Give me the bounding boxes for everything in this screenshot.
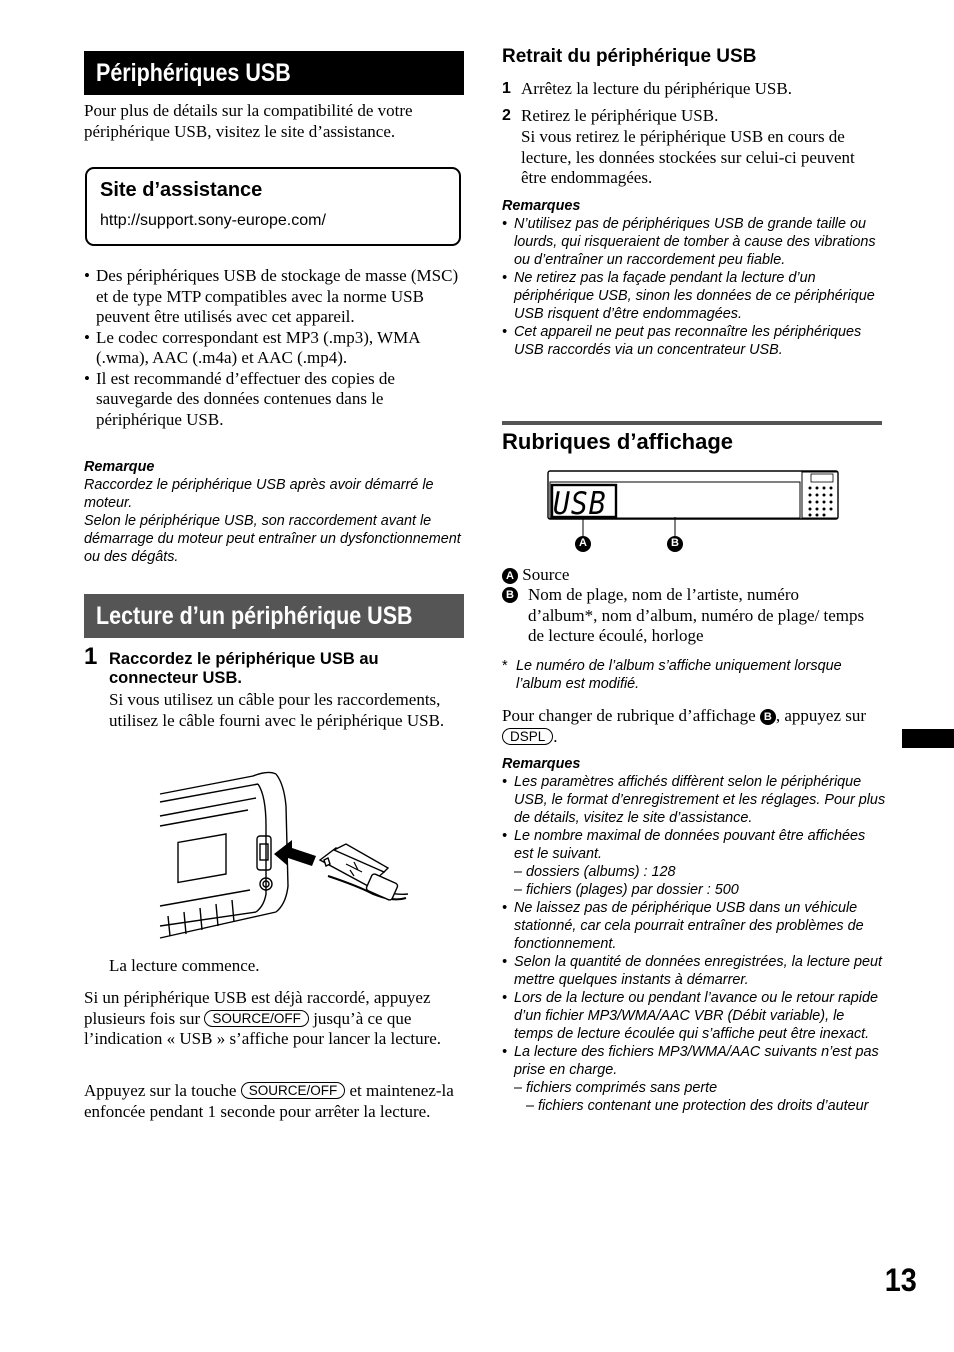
support-site-box: [85, 167, 461, 246]
remarks-removal: [502, 197, 887, 359]
remarks-title: Remarques: [502, 198, 581, 214]
step-text: Retirez le périphérique USB.: [521, 106, 719, 125]
heading-removing-usb: Retrait du périphérique USB: [502, 46, 757, 67]
list-item: • Selon la quantité de données enregistrées, la lecture peut mettre quelques instants à démarrer.: [502, 953, 887, 989]
heading-display-items: Rubriques d’affichage: [502, 429, 734, 454]
step-number: 1: [502, 80, 511, 97]
remark-line: Raccordez le périphérique USB après avoir démarré le moteur.: [84, 477, 434, 511]
callout-b-marker: B: [502, 587, 518, 603]
list-item: • N’utilisez pas de périphériques USB de grande taille ou lourds, qui risqueraient de tomber à cause des vibrations ou d’entraîner un raccordement peu fiable.: [502, 215, 887, 269]
section-title-playback: Lecture d’un périphérique USB: [84, 594, 464, 638]
already-connected-paragraph: Si un périphérique USB est déjà raccordé, appuyez plusieurs fois sur SOURCE/OFF jusqu’à ce que l’indication « USB » s’affiche pour lancer la lecture.: [84, 988, 442, 1048]
list-item: • Des périphériques USB de stockage de masse (MSC) et de type MTP compatibles avec la norme USB peuvent être utilisés avec cet appareil.: [84, 266, 464, 328]
usb-connection-illustration: [158, 766, 414, 942]
step1-body: Si vous utilisez un câble pour les raccordements, utilisez le câble fourni avec le périphérique USB.: [109, 690, 445, 730]
display-source-text: USB: [553, 485, 607, 522]
remark-line: Selon le périphérique USB, son raccordement avant le démarrage du moteur peut entraîner un dysfonctionnement ou des dégâts.: [84, 513, 461, 565]
support-box-title: Site d’assistance: [100, 179, 263, 201]
section-tab-marker: [902, 729, 954, 748]
callout-b-marker: B: [760, 709, 776, 725]
list-item: • Cet appareil ne peut pas reconnaître les périphériques USB raccordés via un concentrateur USB.: [502, 323, 887, 359]
legend-b: B Nom de plage, nom de l’artiste, numéro d’album*, nom d’album, numéro de plage/ temps de lecture écoulé, horloge: [502, 585, 872, 647]
section-title-usb-devices: Périphériques USB: [84, 51, 464, 95]
footnote: * Le numéro de l’album s’affiche uniquement lorsque l’album est modifié.: [502, 658, 842, 692]
stop-playback-paragraph: Appuyez sur la touche SOURCE/OFF et maintenez-la enfoncée pendant 1 seconde pour arrêter la lecture.: [84, 1081, 454, 1121]
callout-b-label: B: [671, 537, 679, 549]
legend-a: A Source: [502, 565, 872, 586]
step-detail: Si vous retirez le périphérique USB en cours de lecture, les données stockées sur celui-ci peuvent être endommagées.: [521, 127, 855, 187]
source-off-button[interactable]: SOURCE/OFF: [204, 1010, 309, 1027]
remark-block: [84, 458, 469, 566]
usb-intro: Pour plus de détails sur la compatibilité de votre périphérique USB, visitez le site d’assistance.: [84, 101, 413, 141]
list-item: • Lors de la lecture ou pendant l’avance ou le retour rapide d’un fichier MP3/WMA/AAC VBR (Débit variable), le temps de lecture écoulée qui s’affiche peut être inexact.: [502, 989, 887, 1043]
list-item: • Le codec correspondant est MP3 (.mp3), WMA (.wma), AAC (.m4a) et AAC (.mp4).: [84, 328, 464, 369]
change-display-paragraph: Pour changer de rubrique d’affichage B , appuyez sur DSPL .: [502, 706, 867, 746]
step1-heading: Raccordez le périphérique USB au connecteur USB.: [109, 650, 379, 687]
usb-info-list: [84, 266, 464, 430]
playback-starts-text: La lecture commence.: [109, 956, 260, 975]
list-item: • Il est recommandé d’effectuer des copies de sauvegarde des données contenues dans le périphérique USB.: [84, 369, 464, 431]
list-item: • Les paramètres affichés diffèrent selon le périphérique USB, le format d’enregistrement et les réglages. Pour plus de détails, visitez le site d’assistance.: [502, 773, 887, 827]
callout-a-marker: A: [502, 568, 518, 584]
step-number: 2: [502, 107, 511, 124]
dspl-button[interactable]: DSPL: [502, 728, 553, 745]
remarks-title: Remarques: [502, 756, 581, 772]
step-text: Arrêtez la lecture du périphérique USB.: [521, 79, 792, 98]
callout-a-label: A: [579, 537, 587, 549]
list-item: • Ne laissez pas de périphérique USB dans un véhicule stationné, car cela pourrait entraîner des problèmes de fonctionnement.: [502, 899, 887, 953]
section-divider: [502, 421, 882, 425]
remark-title: Remarque: [84, 459, 155, 475]
step-number: 1: [84, 643, 98, 670]
list-item: • La lecture des fichiers MP3/WMA/AAC suivants n’est pas prise en charge. – fichiers comprimés sans perte – fichiers contenant une protection des droits d’auteur: [502, 1043, 887, 1115]
list-item: • Ne retirez pas la façade pendant la lecture d’un périphérique USB, sinon les données de ce périphérique USB risquent d’être endommagées.: [502, 269, 887, 323]
source-off-button[interactable]: SOURCE/OFF: [241, 1082, 346, 1099]
support-url-link[interactable]: http://support.sony-europe.com/: [100, 212, 326, 229]
page-number: 13: [884, 1262, 917, 1298]
remarks-display: [502, 755, 887, 1115]
list-item: • Le nombre maximal de données pouvant être affichées est le suivant. – dossiers (albums) : 128 – fichiers (plages) par dossier : 500: [502, 827, 887, 899]
